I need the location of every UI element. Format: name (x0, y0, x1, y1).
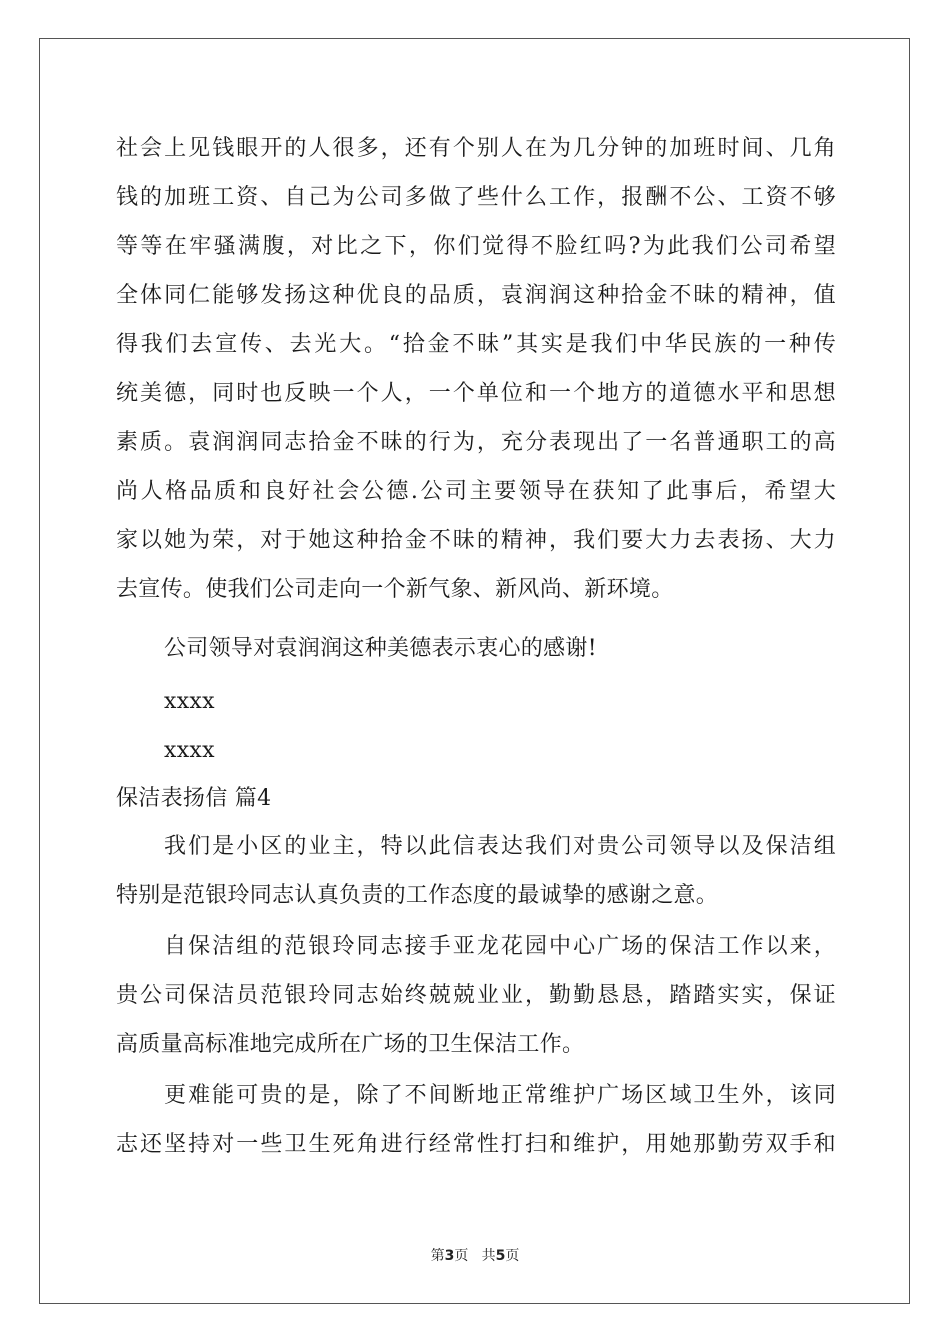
body-line-1: 社会上见钱眼开的人很多，还有个别人在为几分钟的加班时间、几角 (116, 136, 836, 161)
total-suffix: 页 (505, 1248, 520, 1264)
page-current: 3 (444, 1248, 455, 1264)
section-heading: 保洁表扬信 篇4 (116, 786, 272, 811)
page-suffix: 页 (454, 1248, 469, 1264)
total-prefix: 共 (481, 1248, 496, 1264)
thanks-line: 公司领导对袁润润这种美德表示衷心的感谢! (164, 636, 597, 661)
body-line-6: 统美德，同时也反映一个人，一个单位和一个地方的道德水平和思想 (116, 381, 836, 406)
body-line-8: 尚人格品质和良好社会公德.公司主要领导在获知了此事后，希望大 (116, 479, 836, 504)
body-line-3: 等等在牢骚满腹，对比之下，你们觉得不脸红吗?为此我们公司希望 (116, 234, 836, 259)
page-border (39, 38, 910, 1304)
letter-line-3: 自保洁组的范银玲同志接手亚龙花园中心广场的保洁工作以来， (164, 934, 836, 959)
letter-line-4: 贵公司保洁员范银玲同志始终兢兢业业，勤勤恳恳，踏踏实实，保证 (116, 983, 836, 1008)
body-line-7: 素质。袁润润同志拾金不昧的行为，充分表现出了一名普通职工的高 (116, 430, 836, 455)
letter-line-5: 高质量高标准地完成所在广场的卫生保洁工作。 (116, 1032, 585, 1057)
page-total: 5 (495, 1248, 506, 1264)
body-line-4: 全体同仁能够发扬这种优良的品质，袁润润这种拾金不昧的精神，值 (116, 283, 836, 308)
signature-line-2: xxxx (164, 738, 215, 763)
letter-line-6: 更难能可贵的是，除了不间断地正常维护广场区域卫生外，该同 (164, 1083, 836, 1108)
letter-line-2: 特别是范银玲同志认真负责的工作态度的最诚挚的感谢之意。 (116, 883, 719, 908)
letter-line-1: 我们是小区的业主，特以此信表达我们对贵公司领导以及保洁组 (164, 834, 836, 859)
body-line-10: 去宣传。使我们公司走向一个新气象、新风尚、新环境。 (116, 577, 674, 602)
page-prefix: 第 (430, 1248, 445, 1264)
body-line-5: 得我们去宣传、去光大。“拾金不昧”其实是我们中华民族的一种传 (116, 332, 836, 357)
page-footer (0, 1247, 950, 1265)
body-line-2: 钱的加班工资、自己为公司多做了些什么工作，报酬不公、工资不够 (116, 185, 836, 210)
letter-line-7: 志还坚持对一些卫生死角进行经常性打扫和维护，用她那勤劳双手和 (116, 1132, 836, 1157)
body-line-9: 家以她为荣，对于她这种拾金不昧的精神，我们要大力去表扬、大力 (116, 528, 836, 553)
signature-line-1: xxxx (164, 689, 215, 714)
